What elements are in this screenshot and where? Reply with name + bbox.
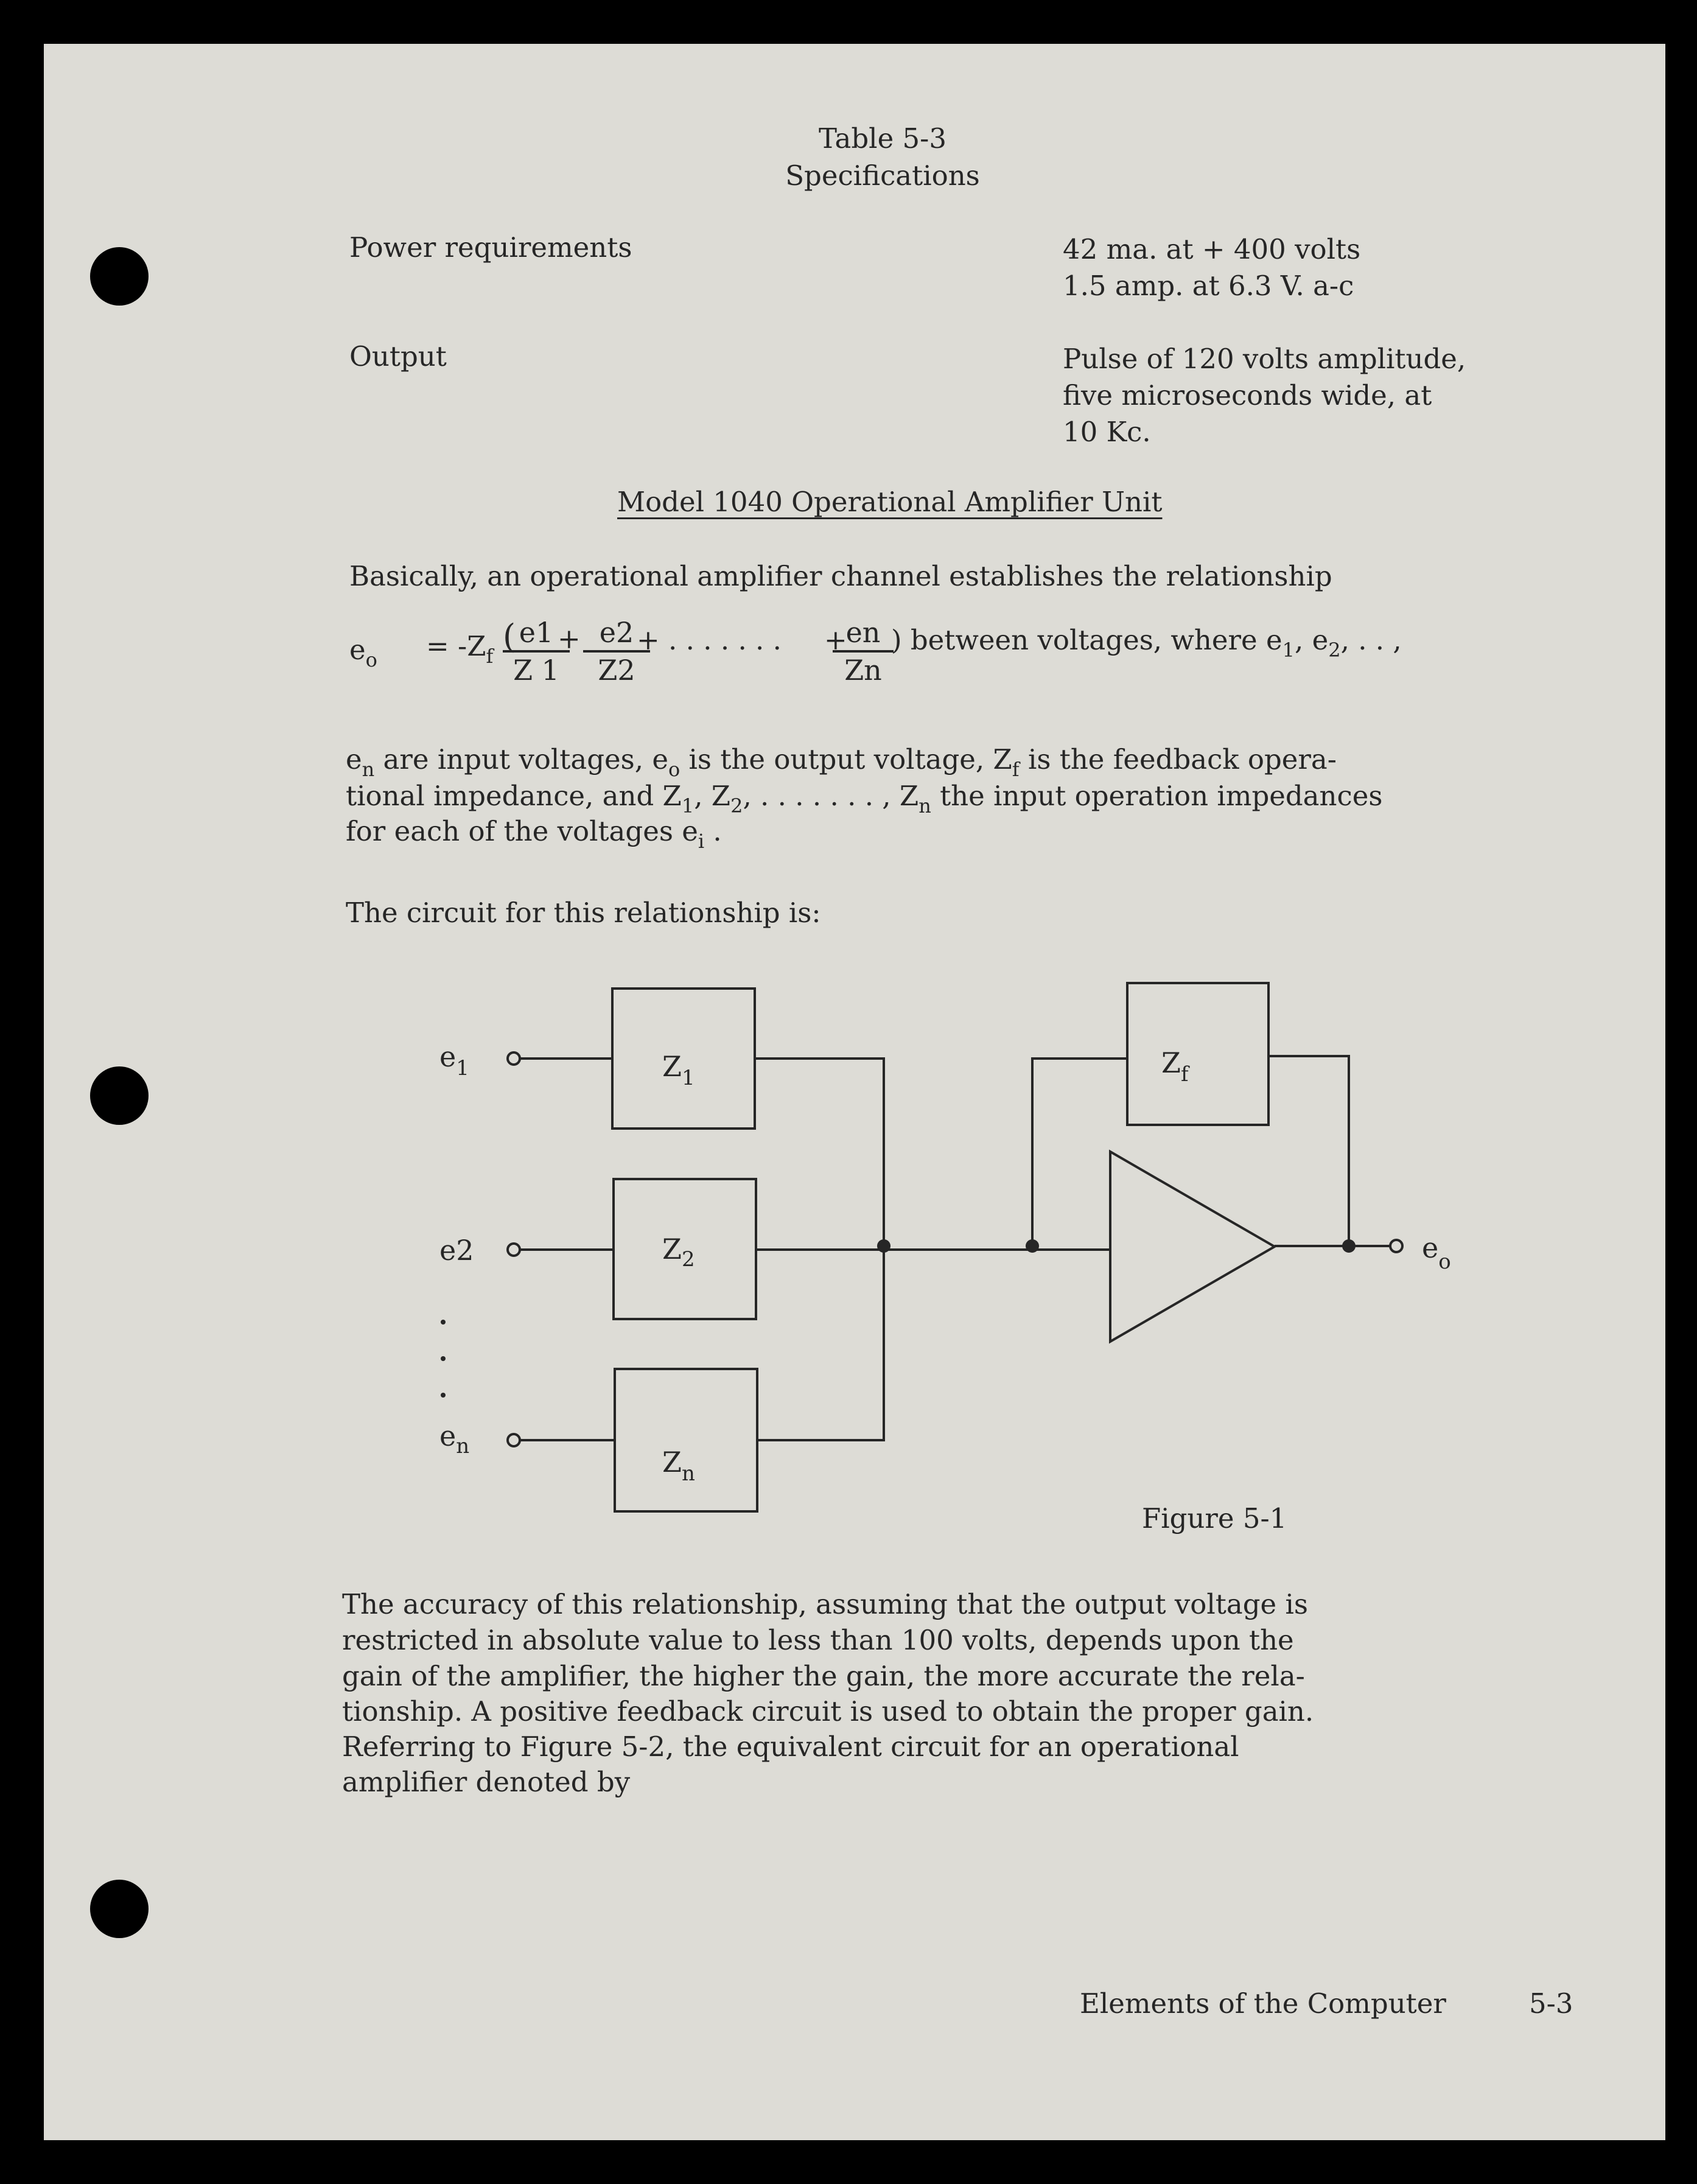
table-title: Table 5-3 <box>819 122 946 155</box>
input-label-e2: e2 <box>439 1234 474 1267</box>
equation-open-paren: ( <box>503 617 516 656</box>
impedance-box-zn <box>615 1369 757 1511</box>
fraction-denominator: Zn <box>844 654 882 687</box>
fraction-denominator: Z 1 <box>513 654 559 687</box>
spec-label: Power requirements <box>349 231 632 264</box>
body-line: Referring to Figure 5-2, the equivalent circuit for an operational <box>342 1731 1239 1763</box>
box-label-zn: $Z_n$ <box>662 1446 695 1486</box>
body-line: tionship. A positive feedback circuit is used to obtain the proper gain. <box>342 1695 1314 1727</box>
input-terminal-en <box>508 1434 520 1446</box>
body-line: gain of the amplifier, the higher the gain, the more accurate the rela- <box>342 1660 1305 1692</box>
input-terminal-e2 <box>508 1244 520 1256</box>
input-wires <box>520 1059 615 1440</box>
equation-dots: + . . . . . . . <box>637 624 782 656</box>
equation-plus: + <box>558 623 581 655</box>
box-label-z1: $Z_1$ <box>662 1050 695 1090</box>
figure-caption: Figure 5-1 <box>1142 1502 1287 1535</box>
input-terminal-e1 <box>508 1052 520 1065</box>
section-heading: Model 1040 Operational Amplifier Unit <box>617 486 1163 518</box>
output-terminal-eo <box>1390 1240 1402 1252</box>
impedance-box-zf <box>1127 983 1268 1125</box>
fraction-numerator: e1 <box>503 615 570 653</box>
circuit-intro: The circuit for this relationship is: <box>346 897 821 929</box>
input-label-e1: $e_1$ <box>439 1040 469 1080</box>
definition-line: tional impedance, and $Z_1$, $Z_2$, . . . . . . . , $Z_n$ the input operation impedances <box>346 780 1383 817</box>
page-number: 5-3 <box>1529 1987 1573 2020</box>
ellipsis-dot <box>441 1393 446 1398</box>
table-subtitle: Specifications <box>785 159 980 192</box>
spec-value: Pulse of 120 volts amplitude, <box>1063 343 1466 375</box>
equation-tail: ) between voltages, where $e_1$, $e_2$, . . , <box>891 624 1402 662</box>
body-line: amplifier denoted by <box>342 1766 631 1798</box>
equation-plus: + <box>824 624 847 656</box>
fraction-denominator: Z2 <box>598 654 635 687</box>
input-label-en: $e_n$ <box>439 1419 470 1458</box>
summing-wires <box>755 1059 1110 1440</box>
spec-label: Output <box>349 340 447 373</box>
box-label-zf: $Z_f$ <box>1161 1046 1189 1087</box>
ellipsis-dot <box>441 1320 446 1325</box>
equation-lhs: $e_o$ <box>349 634 377 671</box>
footer-section-title: Elements of the Computer <box>1080 1987 1446 2020</box>
intro-paragraph: Basically, an operational amplifier channel establishes the relationship <box>349 560 1332 592</box>
impedance-box-z1 <box>612 989 755 1129</box>
spec-value: 1.5 amp. at 6.3 V. a-c <box>1063 270 1354 302</box>
body-line: The accuracy of this relationship, assuming that the output voltage is <box>342 1588 1308 1620</box>
ellipsis-dot <box>441 1356 446 1361</box>
equation-zf: = $-Z_f$ <box>426 630 494 668</box>
spec-value: 42 ma. at + 400 volts <box>1063 233 1361 265</box>
output-junction-dot <box>1342 1239 1356 1253</box>
definition-line: $e_n$ are input voltages, $e_o$ is the output voltage, $Z_f$ is the feedback opera- <box>346 743 1337 781</box>
feedback-junction-dot <box>1026 1239 1039 1253</box>
amplifier-triangle <box>1110 1152 1275 1342</box>
definition-line: for each of the voltages $e_i$ . <box>346 815 722 853</box>
fraction-numerator: en <box>833 615 894 653</box>
feedback-wires <box>1032 1056 1390 1246</box>
summing-junction-dot <box>877 1239 890 1253</box>
fraction-numerator: e2 <box>583 615 650 653</box>
output-label-eo: $e_o$ <box>1422 1231 1451 1274</box>
spec-value: five microseconds wide, at <box>1063 379 1432 411</box>
box-label-z2: $Z_2$ <box>662 1233 695 1272</box>
body-line: restricted in absolute value to less than 100 volts, depends upon the <box>342 1624 1294 1656</box>
spec-value: 10 Kc. <box>1063 416 1151 448</box>
